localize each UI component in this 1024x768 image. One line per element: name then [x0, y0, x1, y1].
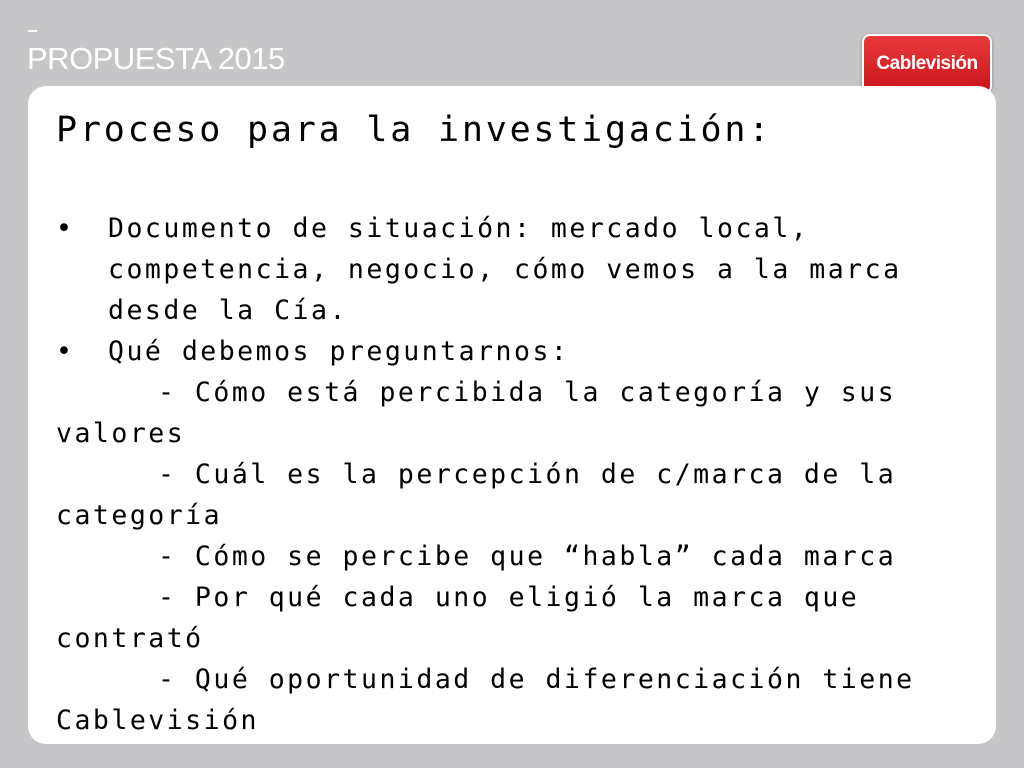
slide-content [56, 106, 986, 768]
sub-item: - Por qué cada uno eligió la marca que contrató [56, 582, 860, 654]
header-dash [28, 30, 37, 32]
bullet-item [56, 331, 986, 372]
bullet-text: Documento de situación: mercado local, competencia, negocio, cómo vemos a la marca desde la Cía. [108, 213, 902, 326]
bullet-marker: • [56, 213, 75, 244]
sub-item: - Qué oportunidad de diferenciación tiene Cablevisión [56, 664, 915, 736]
slide-body [56, 208, 986, 741]
bullet-text: Qué debemos preguntarnos: [108, 336, 570, 367]
header-title: PROPUESTA 2015 [27, 41, 285, 76]
slide-title: Proceso para la investigación: [56, 110, 773, 150]
sub-item: - Cómo se percibe que “habla” cada marca [158, 541, 897, 572]
cablevision-logo: Cablevisión [862, 34, 992, 94]
bullet-marker: • [56, 336, 75, 367]
bullet-item [56, 208, 986, 331]
sub-item: - Cuál es la percepción de c/marca de la categoría [56, 459, 897, 531]
sub-item: - Cómo está percibida la categoría y sus valores [56, 377, 897, 449]
